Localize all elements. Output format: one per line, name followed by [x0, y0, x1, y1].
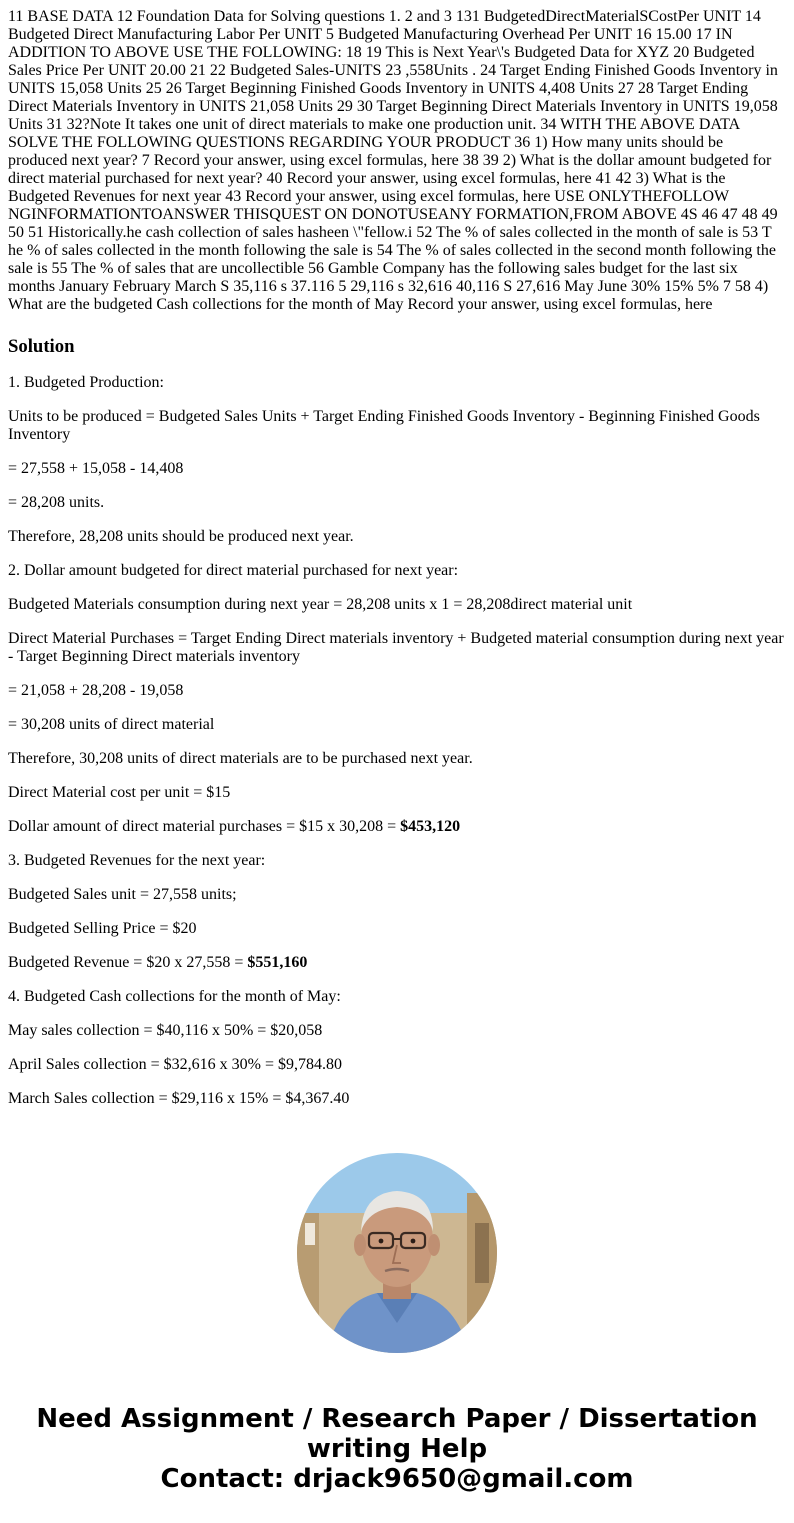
solution-line	[8, 716, 786, 734]
solution-line	[8, 494, 786, 512]
solution-line	[8, 1090, 786, 1108]
solution-line	[8, 852, 786, 870]
solution-line	[8, 682, 786, 700]
promo-line-2: writing Help	[306, 1434, 488, 1464]
solution-line-text: Direct Material cost per unit = $15	[8, 784, 231, 801]
solution-line-text: = 27,558 + 15,058 - 14,408	[8, 460, 184, 477]
solution-answer: $551,160	[247, 954, 308, 971]
solution-line	[8, 818, 786, 836]
solution-line-text: Therefore, 30,208 units of direct materials are to be purchased next year.	[8, 750, 473, 767]
solution-line	[8, 988, 786, 1006]
avatar	[297, 1153, 497, 1353]
solution-line	[8, 1022, 786, 1040]
solution-line-text: Direct Material Purchases = Target Ending Direct materials inventory + Budgeted material consumption during next year - Target Beginning Direct materials inventory	[8, 630, 784, 665]
solution-line-text: Budgeted Selling Price = $20	[8, 920, 197, 937]
solution-line	[8, 1056, 786, 1074]
solution-line	[8, 784, 786, 802]
solution-line-text: 3. Budgeted Revenues for the next year:	[8, 852, 266, 869]
question-text: 11 BASE DATA 12 Foundation Data for Solving questions 1. 2 and 3 131 BudgetedDirectMaterialSCostPer UNIT 14 Budgeted Direct Manufacturing Labor Per UNIT 5 Budgeted Manufacturing Overhead Per UNIT 16 15.00 17 IN ADDITION TO ABOVE USE THE FOLLOWING: 18 19 This is Next Year\'s Budgeted Data for XYZ 20 Budgeted Sales Price Per UNIT 20.00 21 22 Budgeted Sales-UNITS 23 ,558Units . 24 Target Ending Finished Goods Inventory in UNITS 15,058 Units 25 26 Target Beginning Finished Goods Inventory in UNITS 4,408 Units 27 28 Target Ending Direct Materials Inventory in UNITS 21,058 Units 29 30 Target Beginning Direct Materials Inventory in UNITS 19,058 Units 31 32?Note It takes one unit of direct materials to make one production unit. 34 WITH THE ABOVE DATA SOLVE THE FOLLOWING QUESTIONS REGARDING YOUR PRODUCT 36 1) How many units should be produced next year? 7 Record your answer, using excel formulas, here 38 39 2) What is the dollar amount budgeted for direct material purchased for next year? 40 Record your answer, using excel formulas, here 41 42 3) What is the Budgeted Revenues for next year 43 Record your answer, using excel formulas, here USE ONLYTHEFOLLOW NGINFORMATIONTOANSWER THISQUEST ON DONOTUSEANY FORMATION,FROM ABOVE 4S 46 47 48 49 50 51 Historically.he cash collection of sales hasheen \"fellow.i 52 The % of sales collected in the month of sale is 53 T he % of sales collected in the month following the sale is 54 The % of sales collected in the second month following the sale is 55 The % of sales that are uncollectible 56 Gamble Company has the following sales budget for the last six months January February March S 35,116 s 37.116 5 29,116 s 32,616 40,116 S 27,616 May June 30% 15% 5% 7 58 4) What are the budgeted Cash collections for the month of May Record your answer, using excel formulas, here	[8, 8, 778, 313]
solution-line-text: May sales collection = $40,116 x 50% = $20,058	[8, 1022, 323, 1039]
solution-line	[8, 886, 786, 904]
solution-line	[8, 630, 786, 666]
solution-line-text: = 21,058 + 28,208 - 19,058	[8, 682, 184, 699]
solution-line-text: 2. Dollar amount budgeted for direct material purchased for next year:	[8, 562, 459, 579]
page-content	[8, 8, 786, 1108]
solution-line-text: March Sales collection = $29,116 x 15% = $4,367.40	[8, 1090, 350, 1107]
solution-line	[8, 408, 786, 444]
solution-body	[8, 374, 786, 1108]
solution-line-text: = 30,208 units of direct material	[8, 716, 215, 733]
solution-line-text: Units to be produced = Budgeted Sales Units + Target Ending Finished Goods Inventory - Beginning Finished Goods Inventory	[8, 408, 760, 443]
solution-line	[8, 920, 786, 938]
solution-line-text: Budgeted Sales unit = 27,558 units;	[8, 886, 237, 903]
solution-line-text: Budgeted Materials consumption during next year = 28,208 units x 1 = 28,208direct material unit	[8, 596, 633, 613]
solution-line-text: Budgeted Revenue = $20 x 27,558 =	[8, 954, 248, 971]
solution-line-text: 4. Budgeted Cash collections for the month of May:	[8, 988, 341, 1005]
solution-line	[8, 596, 786, 614]
solution-line	[8, 460, 786, 478]
author-photo	[297, 1153, 497, 1353]
solution-line	[8, 562, 786, 580]
solution-answer: $453,120	[400, 818, 461, 835]
promo-banner	[0, 1404, 794, 1494]
solution-line-text: Dollar amount of direct material purchases = $15 x 30,208 =	[8, 818, 401, 835]
solution-line	[8, 954, 786, 972]
solution-line-text: April Sales collection = $32,616 x 30% = $9,784.80	[8, 1056, 343, 1073]
solution-line-text: 1. Budgeted Production:	[8, 374, 164, 391]
solution-line	[8, 750, 786, 768]
solution-line	[8, 528, 786, 546]
promo-line-1: Need Assignment / Research Paper / Dissertation	[36, 1404, 758, 1434]
solution-line	[8, 374, 786, 392]
solution-line-text: = 28,208 units.	[8, 494, 105, 511]
solution-heading: Solution	[8, 336, 75, 357]
solution-line-text: Therefore, 28,208 units should be produced next year.	[8, 528, 354, 545]
promo-contact: Contact: drjack9650@gmail.com	[160, 1464, 634, 1494]
